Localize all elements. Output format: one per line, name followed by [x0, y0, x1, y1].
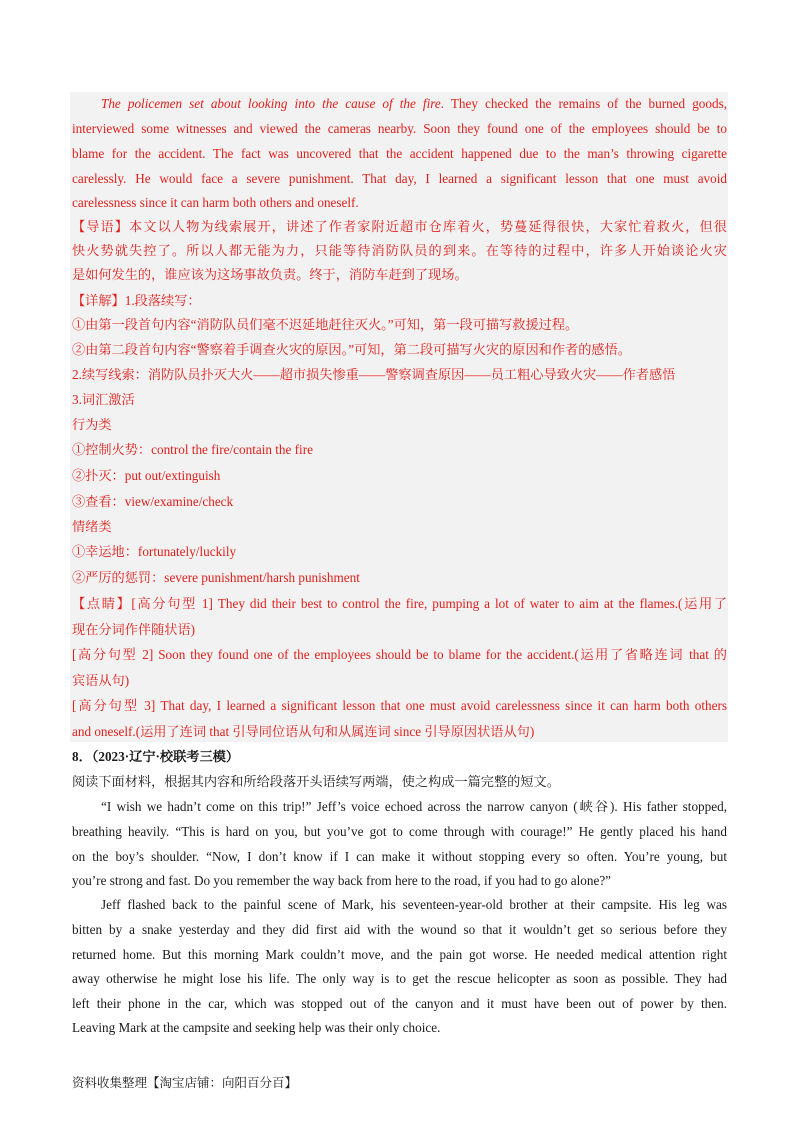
- passage-p2-line-2: bitten by a snake yesterday and they did first aid with the wound so that it wouldn’t get so serious before they: [72, 922, 727, 937]
- answer-line-5: carelessness since it can harm both others and oneself.: [72, 195, 359, 210]
- points-line-2: 现在分词作伴随状语): [72, 622, 196, 637]
- detail-line-11: ①幸运地：fortunately/luckily: [72, 544, 237, 559]
- passage-p1-line-3: on the boy’s shoulder. “Now, I don’t know if I can make it without stopping every so often. You’re young, but: [72, 849, 727, 864]
- passage-p1-line-1: “I wish we hadn’t come on this trip!” Jeff’s voice echoed across the narrow canyon (峡谷). His father stopped,: [101, 799, 727, 814]
- question-heading: 8．（2023·辽宁·校联考三模）: [72, 749, 240, 764]
- passage-p1-line-2: breathing heavily. “This is hard on you, but you’ve got to come through with courage!” He gently placed his hand: [72, 824, 727, 839]
- detail-line-5: 3.词汇激活: [72, 392, 135, 407]
- answer-line-1-rest: . They checked the remains of the burned goods,: [440, 96, 727, 111]
- detail-line-1: 【详解】1.段落续写：: [72, 293, 201, 308]
- answer-line-3: blame for the accident. The fact was uncovered that the accident happened due to the man’s throwing cigarette: [72, 146, 727, 161]
- detail-line-3: ②由第二段首句内容“警察着手调查火灾的原因。”可知，第二段可描写火灾的原因和作者的感悟。: [72, 342, 631, 357]
- answer-line-1: [101, 95, 727, 112]
- guide-line-1: 【导语】本文以人物为线索展开，讲述了作者家附近超市仓库着火，势蔓延得很快，大家忙着救火，但很: [72, 219, 727, 234]
- answer-opening-sentence: The policemen set about looking into the cause of the fire: [101, 96, 441, 111]
- points-line-5: [高分句型 3] That day, I learned a significant lesson that one must avoid carelessness since it can harm both others: [72, 698, 727, 713]
- guide-line-3: 是如何发生的，谁应该为这场事故负责。终于，消防车赶到了现场。: [72, 267, 468, 282]
- points-line-6: and oneself.(运用了连词 that 引导同位语从句和从属连词 since 引导原因状语从句): [72, 724, 535, 739]
- points-line-4: 宾语从句): [72, 673, 130, 688]
- detail-line-8: ②扑灭：put out/extinguish: [72, 468, 221, 483]
- passage-p2-line-3: returned home. But this morning Mark couldn’t move, and the pain got worse. He needed medical attention right: [72, 947, 727, 962]
- detail-line-12: ②严厉的惩罚：severe punishment/harsh punishment: [72, 570, 360, 585]
- answer-line-2: interviewed some witnesses and viewed the cameras nearby. Soon they found one of the employees should be to: [72, 121, 727, 136]
- passage-p2-line-6: Leaving Mark at the campsite and seeking help was their only choice.: [72, 1020, 441, 1035]
- detail-line-7: ①控制火势：control the fire/contain the fire: [72, 442, 313, 457]
- detail-line-4: 2.续写线索：消防队员扑灭大火——超市损失惨重——警察调查原因——员工粗心导致火灾——作者感悟: [72, 367, 676, 382]
- guide-line-2: 快火势就失控了。所以人都无能为力，只能等待消防队员的到来。在等待的过程中，许多人开始谈论火灾: [72, 243, 727, 258]
- detail-line-10: 情绪类: [72, 519, 112, 534]
- detail-line-2: ①由第一段首句内容“消防队员们毫不迟延地赶往灭火。”可知，第一段可描写救援过程。: [72, 317, 579, 332]
- points-line-1: 【点睛】[高分句型 1] They did their best to control the fire, pumping a lot of water to aim at the flames.(运用了: [72, 596, 727, 611]
- passage-p2-line-1: Jeff flashed back to the painful scene of Mark, his seventeen-year-old brother at their campsite. His leg was: [101, 897, 727, 912]
- passage-p1-line-4: you’re strong and fast. Do you remember the way back from here to the road, if you had to go alone?”: [72, 873, 612, 888]
- detail-line-9: ③查看：view/examine/check: [72, 494, 234, 509]
- page-footer: 资料收集整理【淘宝店铺：向阳百分百】: [72, 1075, 298, 1090]
- answer-line-4: carelessly. He would face a severe punishment. That day, I learned a significant lesson that one must avoid: [72, 171, 727, 186]
- points-line-3: [高分句型 2] Soon they found one of the employees should be to blame for the accident.(运用了省略连词 that 的: [72, 647, 727, 662]
- passage-p2-line-5: left their phone in the car, which was stopped out of the canyon and it must have been out of power by then.: [72, 996, 727, 1011]
- detail-line-6: 行为类: [72, 417, 112, 432]
- passage-p2-line-4: away otherwise he might lose his life. The only way is to get the rescue helicopter as soon as possible. They had: [72, 971, 727, 986]
- question-instruction: 阅读下面材料，根据其内容和所给段落开头语续写两端，使之构成一篇完整的短文。: [72, 774, 560, 789]
